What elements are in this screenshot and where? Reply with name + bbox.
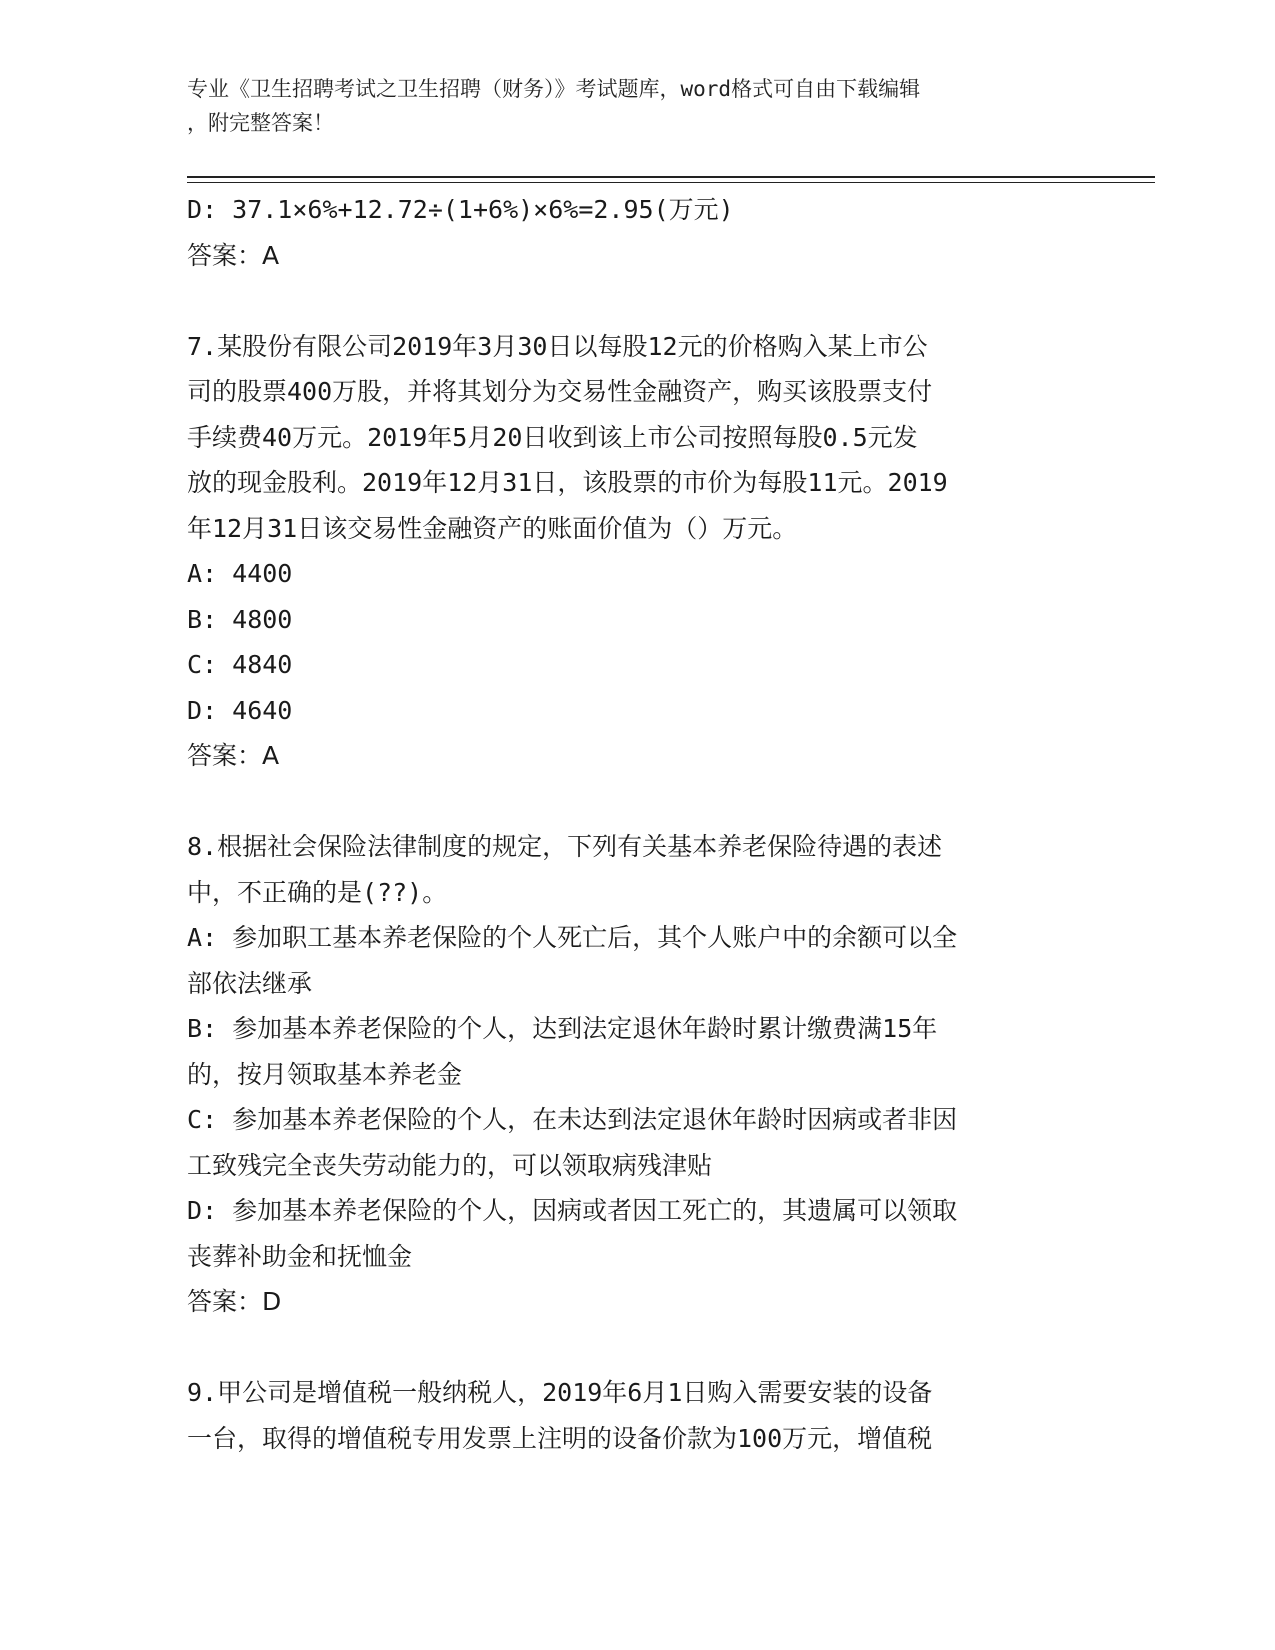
spacer (187, 278, 1087, 324)
option-line: 部依法继承 (187, 968, 313, 998)
header-line: 专业《卫生招聘考试之卫生招聘（财务）》考试题库，word格式可自由下载编辑 (187, 77, 921, 101)
option-line: C: 参加基本养老保险的个人，在未达到法定退休年龄时因病或者非因 (187, 1105, 958, 1134)
document-header (187, 72, 1077, 140)
question-9 (187, 1370, 1087, 1461)
question-content (187, 187, 1087, 1461)
question-line: 年12月31日该交易性金融资产的账面价值为（）万元。 (187, 513, 798, 543)
option-a: A: 4400 (187, 559, 293, 588)
option-d: D: 4640 (187, 695, 293, 725)
option-line: B: 参加基本养老保险的个人，达到法定退休年龄时累计缴费满15年 (187, 1014, 938, 1043)
question-line: 一台，取得的增值税专用发票上注明的设备价款为100万元，增值税 (187, 1423, 933, 1453)
question-7 (187, 324, 1087, 779)
question-line: 手续费40万元。2019年5月20日收到该上市公司按照每股0.5元发 (187, 422, 918, 452)
answer-text: 答案：A (187, 741, 280, 770)
header-divider (187, 176, 1155, 178)
option-line: 的，按月领取基本养老金 (187, 1059, 463, 1089)
option-c: C: 4840 (187, 650, 293, 679)
option-line: A: 参加职工基本养老保险的个人死亡后，其个人账户中的余额可以全 (187, 923, 958, 952)
option-line: 丧葬补助金和抚恤金 (187, 1241, 413, 1271)
option-line: D: 参加基本养老保险的个人，因病或者因工死亡的，其遗属可以领取 (187, 1196, 958, 1225)
spacer (187, 1325, 1087, 1371)
question-line: 中，不正确的是(??)。 (187, 877, 448, 907)
question-line: 8.根据社会保险法律制度的规定，下列有关基本养老保险待遇的表述 (187, 832, 943, 861)
question-line: 司的股票400万股，并将其划分为交易性金融资产，购买该股票支付 (187, 377, 933, 406)
option-b: B: 4800 (187, 604, 293, 634)
spacer (187, 779, 1087, 825)
option-d: D: 37.1×6%+12.72÷(1+6%)×6%=2.95(万元) (187, 195, 734, 224)
option-line: 工致残完全丧失劳动能力的，可以领取病残津贴 (187, 1150, 713, 1180)
answer-text: 答案：A (187, 240, 280, 270)
header-line: ，附完整答案！ (187, 111, 334, 135)
question-8 (187, 824, 1087, 1325)
question-line: 7.某股份有限公司2019年3月30日以每股12元的价格购入某上市公 (187, 331, 928, 361)
header-divider (187, 182, 1155, 183)
question-line: 放的现金股利。2019年12月31日，该股票的市价为每股11元。2019 (187, 468, 948, 497)
answer-text: 答案：D (187, 1287, 282, 1316)
question-line: 9.甲公司是增值税一般纳税人，2019年6月1日购入需要安装的设备 (187, 1378, 933, 1407)
